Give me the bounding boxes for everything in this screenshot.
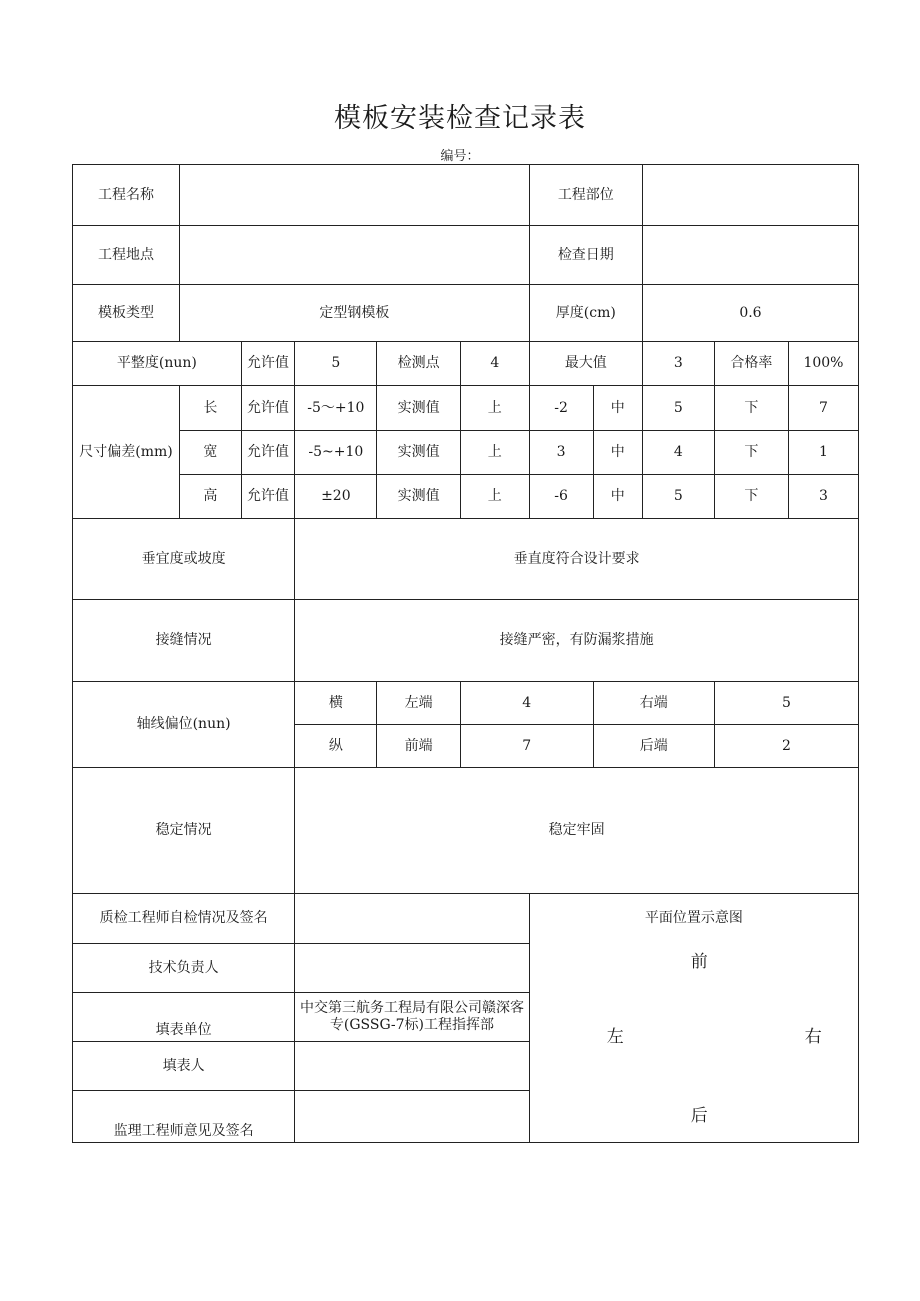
flatness-pass-value[interactable]: 100% — [788, 342, 858, 386]
location-field[interactable] — [179, 226, 529, 285]
flatness-points-label: 检测点 — [377, 342, 460, 386]
check-date-field[interactable] — [642, 226, 858, 285]
size-down-label: 下 — [714, 431, 788, 475]
plan-back-label: 后 — [690, 1106, 708, 1126]
size-up-value[interactable]: 3 — [529, 431, 593, 475]
supervisor-field[interactable] — [295, 1091, 530, 1143]
axis-horizontal-label: 横 — [295, 682, 377, 725]
flatness-points-value[interactable]: 4 — [460, 342, 529, 386]
size-measured-label: 实测值 — [377, 386, 460, 431]
flatness-allow-value[interactable]: 5 — [295, 342, 377, 386]
filler-label: 填表人 — [73, 1042, 295, 1091]
thickness-value[interactable]: 0.6 — [642, 285, 858, 342]
flatness-max-label: 最大值 — [529, 342, 642, 386]
size-allow-label: 允许值 — [241, 431, 294, 475]
template-type-label: 模板类型 — [73, 285, 180, 342]
size-dim-height: 高 — [179, 475, 241, 519]
size-up-label: 上 — [460, 386, 529, 431]
axis-right-label: 右端 — [593, 682, 714, 725]
axis-right-value[interactable]: 5 — [714, 682, 858, 725]
size-up-value[interactable]: -6 — [529, 475, 593, 519]
flatness-label: 平整度(nun) — [73, 342, 242, 386]
supervisor-label: 监理工程师意见及签名 — [73, 1091, 295, 1143]
plan-caption: 平面位置示意图 — [644, 910, 743, 926]
page-title: 模板安装检查记录表 — [334, 103, 586, 134]
size-down-value[interactable]: 7 — [788, 386, 858, 431]
size-down-value[interactable]: 3 — [788, 475, 858, 519]
tech-lead-field[interactable] — [295, 944, 530, 993]
size-dim-width: 宽 — [179, 431, 241, 475]
project-name-label: 工程名称 — [73, 165, 180, 226]
flatness-pass-label: 合格率 — [714, 342, 788, 386]
axis-left-label: 左端 — [377, 682, 460, 725]
filler-field[interactable] — [295, 1042, 530, 1091]
location-label: 工程地点 — [73, 226, 180, 285]
joints-label: 接缝情况 — [73, 600, 295, 682]
size-allow-label: 允许值 — [241, 386, 294, 431]
project-part-field[interactable] — [642, 165, 858, 226]
filling-unit-value[interactable]: 中交第三航务工程局有限公司赣深客专(GSSG-7标)工程指挥部 — [295, 993, 530, 1042]
check-date-label: 检查日期 — [529, 226, 642, 285]
size-mid-label: 中 — [593, 475, 642, 519]
project-part-label: 工程部位 — [529, 165, 642, 226]
project-name-field[interactable] — [179, 165, 529, 226]
axis-back-label: 后端 — [593, 725, 714, 768]
joints-value[interactable]: 接缝严密，有防漏浆措施 — [295, 600, 859, 682]
inspection-table — [72, 164, 859, 1143]
flatness-allow-label: 允许值 — [241, 342, 294, 386]
verticality-label: 垂宜度或坡度 — [73, 519, 295, 600]
size-mid-label: 中 — [593, 431, 642, 475]
size-mid-value[interactable]: 5 — [642, 386, 714, 431]
size-deviation-label: 尺寸偏差(mm) — [73, 386, 180, 519]
axis-front-value[interactable]: 7 — [460, 725, 593, 768]
qc-engineer-label: 质检工程师自检情况及签名 — [73, 894, 295, 944]
size-dim-length: 长 — [179, 386, 241, 431]
stability-value[interactable]: 稳定牢固 — [295, 768, 859, 894]
size-up-label: 上 — [460, 431, 529, 475]
plan-front-label: 前 — [690, 952, 708, 972]
qc-engineer-field[interactable] — [295, 894, 530, 944]
verticality-value[interactable]: 垂直度符合设计要求 — [295, 519, 859, 600]
plan-left-label: 左 — [606, 1027, 624, 1047]
stability-label: 稳定情况 — [73, 768, 295, 894]
axis-vertical-label: 纵 — [295, 725, 377, 768]
axis-back-value[interactable]: 2 — [714, 725, 858, 768]
size-up-label: 上 — [460, 475, 529, 519]
thickness-label: 厚度(cm) — [529, 285, 642, 342]
size-up-value[interactable]: -2 — [529, 386, 593, 431]
plan-right-label: 右 — [804, 1027, 822, 1047]
size-down-label: 下 — [714, 386, 788, 431]
axis-offset-label: 轴线偏位(nun) — [73, 682, 295, 768]
size-down-value[interactable]: 1 — [788, 431, 858, 475]
filling-unit-label: 填表单位 — [73, 993, 295, 1042]
record-number-label: 编号： — [440, 149, 480, 164]
size-measured-label: 实测值 — [377, 431, 460, 475]
size-down-label: 下 — [714, 475, 788, 519]
axis-left-value[interactable]: 4 — [460, 682, 593, 725]
size-allow-value[interactable]: -5~+10 — [295, 431, 377, 475]
size-allow-label: 允许值 — [241, 475, 294, 519]
size-mid-value[interactable]: 5 — [642, 475, 714, 519]
axis-front-label: 前端 — [377, 725, 460, 768]
flatness-max-value[interactable]: 3 — [642, 342, 714, 386]
size-allow-value[interactable]: ±20 — [295, 475, 377, 519]
size-measured-label: 实测值 — [377, 475, 460, 519]
size-allow-value[interactable]: -5～+10 — [295, 386, 377, 431]
size-mid-label: 中 — [593, 386, 642, 431]
size-mid-value[interactable]: 4 — [642, 431, 714, 475]
template-type-value[interactable]: 定型钢模板 — [179, 285, 529, 342]
plan-position-diagram — [529, 894, 858, 1143]
tech-lead-label: 技术负责人 — [73, 944, 295, 993]
